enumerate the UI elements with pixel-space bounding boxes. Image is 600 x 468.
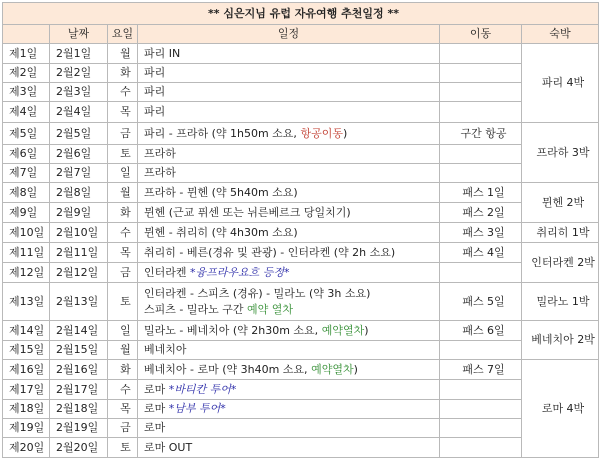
highlight-text: 예약열차 bbox=[321, 323, 365, 337]
schedule-cell bbox=[138, 183, 440, 203]
transport-cell: 패스 1일 bbox=[440, 183, 522, 203]
schedule-text: 인터라켄 bbox=[144, 265, 191, 279]
weekday-cell: 월 bbox=[108, 341, 138, 360]
schedule-row bbox=[3, 341, 599, 360]
schedule-row bbox=[3, 83, 599, 102]
schedule-line bbox=[144, 362, 439, 378]
schedule-text: 로마 bbox=[144, 421, 166, 434]
day-cell: 제4일 bbox=[3, 102, 50, 123]
stay-cell: 프라하 3박 bbox=[522, 123, 599, 183]
date-cell: 2월10일 bbox=[50, 223, 108, 243]
weekday-cell: 금 bbox=[108, 419, 138, 438]
schedule-row bbox=[3, 64, 599, 83]
schedule-text: 프라하 bbox=[144, 166, 176, 179]
day-cell: 제13일 bbox=[3, 283, 50, 321]
schedule-text: 인터라켄 - 스피츠 (경유) - 밀라노 (약 3h 소요) bbox=[144, 286, 371, 300]
schedule-cell bbox=[138, 64, 440, 83]
schedule-row bbox=[3, 360, 599, 380]
schedule-cell bbox=[138, 283, 440, 321]
date-cell: 2월4일 bbox=[50, 102, 108, 123]
weekday-cell: 수 bbox=[108, 83, 138, 102]
weekday-cell: 일 bbox=[108, 321, 138, 341]
transport-cell bbox=[440, 145, 522, 164]
schedule-row bbox=[3, 263, 599, 283]
stay-cell: 로마 4박 bbox=[522, 360, 599, 458]
tour-note: *융프라우요흐 등정* bbox=[190, 265, 290, 279]
schedule-line bbox=[144, 65, 439, 81]
schedule-text: 베네치아 - 로마 (약 3h40m 소요, bbox=[144, 362, 312, 376]
day-cell: 제8일 bbox=[3, 183, 50, 203]
highlight-text: 예약열차 bbox=[311, 362, 354, 376]
schedule-line bbox=[144, 146, 439, 162]
schedule-cell bbox=[138, 102, 440, 123]
day-cell: 제17일 bbox=[3, 380, 50, 400]
header-date: 날짜 bbox=[50, 25, 108, 44]
schedule-row bbox=[3, 419, 599, 438]
transport-cell bbox=[440, 64, 522, 83]
date-cell: 2월11일 bbox=[50, 243, 108, 263]
weekday-cell: 화 bbox=[108, 360, 138, 380]
schedule-row bbox=[3, 283, 599, 321]
schedule-row bbox=[3, 145, 599, 164]
day-cell: 제6일 bbox=[3, 145, 50, 164]
date-cell: 2월18일 bbox=[50, 400, 108, 419]
schedule-row bbox=[3, 183, 599, 203]
transport-cell bbox=[440, 44, 522, 64]
transport-cell bbox=[440, 400, 522, 419]
schedule-text: 뮌헨 (근교 퓌센 또는 뉘른베르크 당일치기) bbox=[144, 205, 351, 219]
schedule-text: 취리히 - 베른(경유 및 관광) - 인터라켄 (약 2h 소요) bbox=[144, 245, 396, 259]
day-cell: 제5일 bbox=[3, 123, 50, 145]
header-weekday: 요일 bbox=[108, 25, 138, 44]
schedule-line bbox=[144, 265, 439, 281]
transport-cell bbox=[440, 102, 522, 123]
schedule-row bbox=[3, 102, 599, 123]
header-row bbox=[3, 25, 599, 44]
transport-cell bbox=[440, 419, 522, 438]
day-cell: 제20일 bbox=[3, 438, 50, 458]
schedule-text: 프라하 bbox=[144, 147, 176, 160]
date-cell: 2월2일 bbox=[50, 64, 108, 83]
schedule-cell bbox=[138, 44, 440, 64]
day-cell: 제16일 bbox=[3, 360, 50, 380]
date-cell: 2월5일 bbox=[50, 123, 108, 145]
schedule-text: 파리 bbox=[144, 66, 166, 79]
schedule-row bbox=[3, 223, 599, 243]
schedule-row bbox=[3, 164, 599, 183]
schedule-text: 뮌헨 - 취리히 (약 4h30m 소요) bbox=[144, 225, 298, 239]
schedule-line bbox=[144, 440, 439, 456]
day-cell: 제14일 bbox=[3, 321, 50, 341]
schedule-row bbox=[3, 44, 599, 64]
date-cell: 2월20일 bbox=[50, 438, 108, 458]
transport-cell bbox=[440, 83, 522, 102]
header-day bbox=[3, 25, 50, 44]
transport-cell bbox=[440, 341, 522, 360]
schedule-cell bbox=[138, 419, 440, 438]
schedule-cell bbox=[138, 164, 440, 183]
stay-cell: 파리 4박 bbox=[522, 44, 599, 123]
day-cell: 제9일 bbox=[3, 203, 50, 223]
date-cell: 2월14일 bbox=[50, 321, 108, 341]
tour-note: *바티칸 투어* bbox=[168, 382, 237, 396]
schedule-sheet bbox=[2, 2, 599, 458]
day-cell: 제1일 bbox=[3, 44, 50, 64]
weekday-cell: 목 bbox=[108, 102, 138, 123]
schedule-row bbox=[3, 400, 599, 419]
date-cell: 2월1일 bbox=[50, 44, 108, 64]
date-cell: 2월19일 bbox=[50, 419, 108, 438]
date-cell: 2월8일 bbox=[50, 183, 108, 203]
weekday-cell: 목 bbox=[108, 243, 138, 263]
date-cell: 2월16일 bbox=[50, 360, 108, 380]
date-cell: 2월13일 bbox=[50, 283, 108, 321]
transport-cell: 패스 3일 bbox=[440, 223, 522, 243]
schedule-line bbox=[144, 46, 439, 62]
schedule-text: 로마 bbox=[144, 382, 169, 396]
schedule-cell bbox=[138, 400, 440, 419]
schedule-table bbox=[2, 2, 599, 458]
weekday-cell: 화 bbox=[108, 64, 138, 83]
day-cell: 제12일 bbox=[3, 263, 50, 283]
schedule-line bbox=[144, 165, 439, 181]
transport-cell bbox=[440, 438, 522, 458]
stay-cell: 뮌헨 2박 bbox=[522, 183, 599, 223]
transport-cell: 패스 4일 bbox=[440, 243, 522, 263]
schedule-cell bbox=[138, 341, 440, 360]
day-cell: 제7일 bbox=[3, 164, 50, 183]
stay-cell: 취리히 1박 bbox=[522, 223, 599, 243]
schedule-text: 로마 bbox=[144, 402, 169, 415]
schedule-line bbox=[144, 323, 439, 339]
schedule-line bbox=[144, 225, 439, 241]
schedule-cell bbox=[138, 438, 440, 458]
schedule-text: 파리 - 프라하 (약 1h50m 소요, bbox=[144, 126, 301, 140]
day-cell: 제11일 bbox=[3, 243, 50, 263]
schedule-line bbox=[144, 286, 439, 302]
highlight-text: 항공이동 bbox=[300, 126, 343, 140]
weekday-cell: 화 bbox=[108, 203, 138, 223]
date-cell: 2월15일 bbox=[50, 341, 108, 360]
schedule-row bbox=[3, 123, 599, 145]
day-cell: 제2일 bbox=[3, 64, 50, 83]
highlight-text: 예약 열차 bbox=[246, 302, 293, 316]
schedule-line bbox=[144, 104, 439, 120]
schedule-text: 베네치아 bbox=[144, 343, 187, 356]
schedule-row bbox=[3, 243, 599, 263]
schedule-cell bbox=[138, 145, 440, 164]
weekday-cell: 금 bbox=[108, 123, 138, 145]
transport-cell bbox=[440, 263, 522, 283]
stay-cell: 베네치아 2박 bbox=[522, 321, 599, 360]
weekday-cell: 토 bbox=[108, 283, 138, 321]
tour-note: *남부 투어* bbox=[168, 402, 226, 415]
date-cell: 2월17일 bbox=[50, 380, 108, 400]
transport-cell: 패스 7일 bbox=[440, 360, 522, 380]
transport-cell: 구간 항공 bbox=[440, 123, 522, 145]
day-cell: 제18일 bbox=[3, 400, 50, 419]
schedule-line bbox=[144, 185, 439, 201]
header-stay: 숙박 bbox=[522, 25, 599, 44]
date-cell: 2월12일 bbox=[50, 263, 108, 283]
header-transport: 이동 bbox=[440, 25, 522, 44]
date-cell: 2월6일 bbox=[50, 145, 108, 164]
schedule-text: 파리 IN bbox=[144, 46, 181, 60]
transport-cell bbox=[440, 164, 522, 183]
weekday-cell: 수 bbox=[108, 380, 138, 400]
date-cell: 2월9일 bbox=[50, 203, 108, 223]
schedule-line bbox=[144, 401, 439, 417]
weekday-cell: 목 bbox=[108, 400, 138, 419]
day-cell: 제10일 bbox=[3, 223, 50, 243]
transport-cell: 패스 5일 bbox=[440, 283, 522, 321]
schedule-text: 스피츠 - 밀라노 구간 bbox=[144, 302, 247, 316]
schedule-text: ) bbox=[364, 323, 369, 337]
stay-cell: 인터라켄 2박 bbox=[522, 243, 599, 283]
schedule-text: 프라하 - 뮌헨 (약 5h40m 소요) bbox=[144, 185, 298, 199]
weekday-cell: 일 bbox=[108, 164, 138, 183]
schedule-text: 파리 bbox=[144, 85, 166, 98]
schedule-text: 로마 OUT bbox=[144, 440, 193, 454]
schedule-line bbox=[144, 205, 439, 221]
schedule-cell bbox=[138, 321, 440, 341]
schedule-row bbox=[3, 203, 599, 223]
sheet-title: ** 심은지님 유럽 자유여행 추천일정 ** bbox=[3, 3, 599, 25]
schedule-line bbox=[144, 126, 439, 142]
schedule-line bbox=[144, 382, 439, 398]
schedule-cell bbox=[138, 83, 440, 102]
schedule-line bbox=[144, 342, 439, 358]
schedule-text: 파리 bbox=[144, 105, 166, 118]
day-cell: 제3일 bbox=[3, 83, 50, 102]
schedule-text: 밀라노 - 베네치아 (약 2h30m 소요, bbox=[144, 323, 322, 337]
weekday-cell: 월 bbox=[108, 44, 138, 64]
schedule-cell bbox=[138, 123, 440, 145]
schedule-line bbox=[144, 245, 439, 261]
schedule-cell bbox=[138, 263, 440, 283]
weekday-cell: 월 bbox=[108, 183, 138, 203]
date-cell: 2월3일 bbox=[50, 83, 108, 102]
schedule-cell bbox=[138, 203, 440, 223]
date-cell: 2월7일 bbox=[50, 164, 108, 183]
transport-cell bbox=[440, 380, 522, 400]
schedule-text: ) bbox=[342, 126, 348, 140]
weekday-cell: 토 bbox=[108, 438, 138, 458]
weekday-cell: 수 bbox=[108, 223, 138, 243]
schedule-cell bbox=[138, 360, 440, 380]
day-cell: 제19일 bbox=[3, 419, 50, 438]
schedule-row bbox=[3, 380, 599, 400]
header-schedule: 일정 bbox=[138, 25, 440, 44]
weekday-cell: 금 bbox=[108, 263, 138, 283]
schedule-line bbox=[144, 420, 439, 436]
schedule-cell bbox=[138, 380, 440, 400]
schedule-line bbox=[144, 84, 439, 100]
schedule-line bbox=[144, 302, 439, 318]
transport-cell: 패스 2일 bbox=[440, 203, 522, 223]
schedule-text: ) bbox=[353, 362, 358, 376]
stay-cell: 밀라노 1박 bbox=[522, 283, 599, 321]
schedule-row bbox=[3, 321, 599, 341]
transport-cell: 패스 6일 bbox=[440, 321, 522, 341]
weekday-cell: 토 bbox=[108, 145, 138, 164]
schedule-cell bbox=[138, 243, 440, 263]
day-cell: 제15일 bbox=[3, 341, 50, 360]
schedule-cell bbox=[138, 223, 440, 243]
schedule-row bbox=[3, 438, 599, 458]
